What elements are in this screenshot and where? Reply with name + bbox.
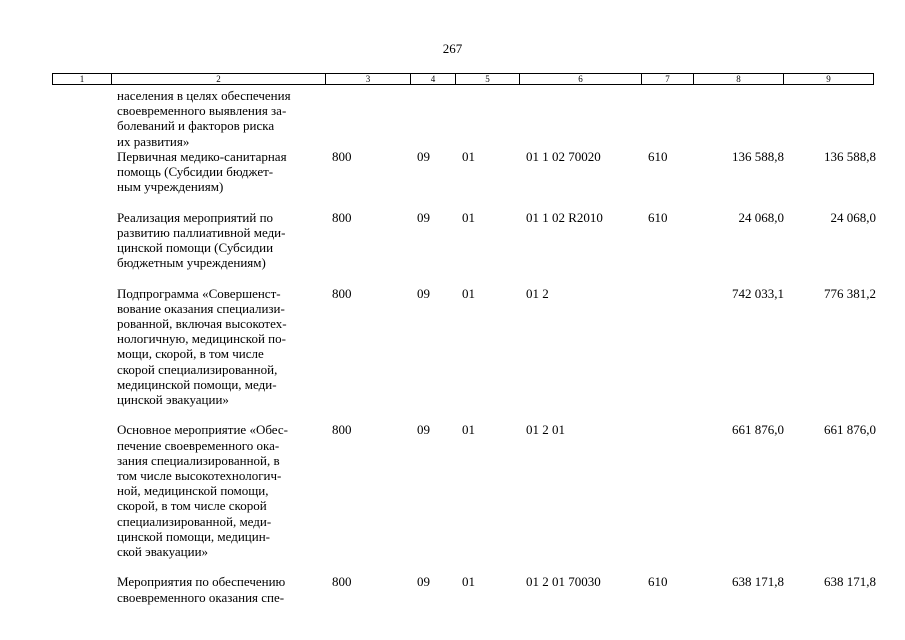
amount-year-2: 638 171,8 bbox=[824, 574, 876, 590]
expense-type-code: 610 bbox=[648, 209, 668, 225]
subsection-code: 01 bbox=[462, 422, 475, 438]
section-code: 09 bbox=[417, 422, 430, 438]
amount-year-2: 661 876,0 bbox=[824, 422, 876, 438]
subsection-code: 01 bbox=[462, 574, 475, 590]
column-header-row bbox=[52, 73, 874, 85]
description-line: Первичная медико-санитарная bbox=[117, 148, 287, 164]
subsection-code: 01 bbox=[462, 148, 475, 164]
column-number-9: 9 bbox=[784, 74, 874, 85]
description-line: Мероприятия по обеспечению bbox=[117, 574, 286, 590]
description-line: Основное мероприятие «Обес- bbox=[117, 422, 288, 438]
description-line: помощь (Субсидии бюджет- bbox=[117, 164, 274, 179]
expense-type-code: 610 bbox=[648, 148, 668, 164]
column-number-4: 4 bbox=[411, 74, 456, 85]
row-description bbox=[117, 286, 327, 408]
description-line: развитию паллиативной меди- bbox=[117, 224, 286, 240]
description-line: населения в целях обеспечения bbox=[117, 88, 291, 103]
amount-year-1: 638 171,8 bbox=[732, 574, 784, 590]
description-line: ным учреждениям) bbox=[117, 179, 224, 195]
amount-year-1: 661 876,0 bbox=[732, 422, 784, 438]
description-line: ской эвакуации» bbox=[117, 544, 209, 560]
target-article-code: 01 1 02 R2010 bbox=[526, 209, 603, 225]
table-row bbox=[0, 422, 905, 574]
column-number-5: 5 bbox=[456, 74, 520, 85]
section-code: 09 bbox=[417, 574, 430, 590]
description-line: мощи, скорой, в том числе bbox=[117, 346, 264, 362]
section-code: 09 bbox=[417, 285, 430, 301]
amount-year-2: 24 068,0 bbox=[830, 209, 876, 225]
table-row bbox=[0, 574, 905, 604]
description-line: своевременного оказания спе- bbox=[117, 589, 285, 605]
page-number: 267 bbox=[442, 41, 463, 56]
target-article-code: 01 2 01 bbox=[526, 422, 565, 438]
column-number-2: 2 bbox=[112, 74, 326, 85]
description-line: скорой, в том числе скорой bbox=[117, 498, 267, 514]
description-line: скорой специализированной, bbox=[117, 361, 278, 377]
description-line: специализированной, меди- bbox=[117, 513, 272, 529]
table-row bbox=[0, 210, 905, 286]
section-code: 09 bbox=[417, 148, 430, 164]
table-row bbox=[0, 88, 905, 149]
row-description bbox=[117, 88, 327, 149]
description-line: Реализация мероприятий по bbox=[117, 209, 274, 225]
description-line: медицинской помощи, меди- bbox=[117, 376, 277, 392]
row-description bbox=[117, 574, 327, 604]
description-line: нологичную, медицинской по- bbox=[117, 331, 286, 347]
target-article-code: 01 1 02 70020 bbox=[526, 148, 601, 164]
description-line: ной, медицинской помощи, bbox=[117, 483, 269, 499]
column-number-7: 7 bbox=[642, 74, 694, 85]
budget-table-body bbox=[0, 88, 905, 605]
ministry-code: 800 bbox=[332, 209, 352, 225]
description-line: их развития» bbox=[117, 133, 190, 149]
column-number-8: 8 bbox=[694, 74, 784, 85]
subsection-code: 01 bbox=[462, 209, 475, 225]
description-line: цинской помощи (Субсидии bbox=[117, 240, 274, 255]
amount-year-1: 24 068,0 bbox=[738, 209, 784, 225]
column-number-6: 6 bbox=[520, 74, 642, 85]
row-description bbox=[117, 422, 327, 559]
ministry-code: 800 bbox=[332, 148, 352, 164]
row-description bbox=[117, 149, 327, 195]
target-article-code: 01 2 bbox=[526, 285, 549, 301]
description-line: Подпрограмма «Совершенст- bbox=[117, 285, 281, 301]
description-line: вование оказания специализи- bbox=[117, 300, 285, 316]
description-line: болеваний и факторов риска bbox=[117, 118, 275, 134]
description-line: своевременного выявления за- bbox=[117, 103, 287, 119]
subsection-code: 01 bbox=[462, 285, 475, 301]
amount-year-2: 136 588,8 bbox=[824, 148, 876, 164]
description-line: цинской эвакуации» bbox=[117, 392, 229, 408]
target-article-code: 01 2 01 70030 bbox=[526, 574, 601, 590]
description-line: бюджетным учреждениям) bbox=[117, 255, 266, 271]
column-number-3: 3 bbox=[326, 74, 411, 85]
column-number-1: 1 bbox=[53, 74, 112, 85]
table-row bbox=[0, 286, 905, 423]
expense-type-code: 610 bbox=[648, 574, 668, 590]
amount-year-1: 742 033,1 bbox=[732, 285, 784, 301]
table-row bbox=[0, 149, 905, 210]
section-code: 09 bbox=[417, 209, 430, 225]
description-line: цинской помощи, медицин- bbox=[117, 528, 271, 544]
amount-year-1: 136 588,8 bbox=[732, 148, 784, 164]
description-line: зания специализированной, в bbox=[117, 452, 280, 468]
description-line: том числе высокотехнологич- bbox=[117, 468, 282, 483]
amount-year-2: 776 381,2 bbox=[824, 285, 876, 301]
row-description bbox=[117, 210, 327, 271]
ministry-code: 800 bbox=[332, 574, 352, 590]
description-line: рованной, включая высокотех- bbox=[117, 316, 287, 331]
ministry-code: 800 bbox=[332, 422, 352, 438]
description-line: печение своевременного ока- bbox=[117, 437, 280, 453]
ministry-code: 800 bbox=[332, 285, 352, 301]
